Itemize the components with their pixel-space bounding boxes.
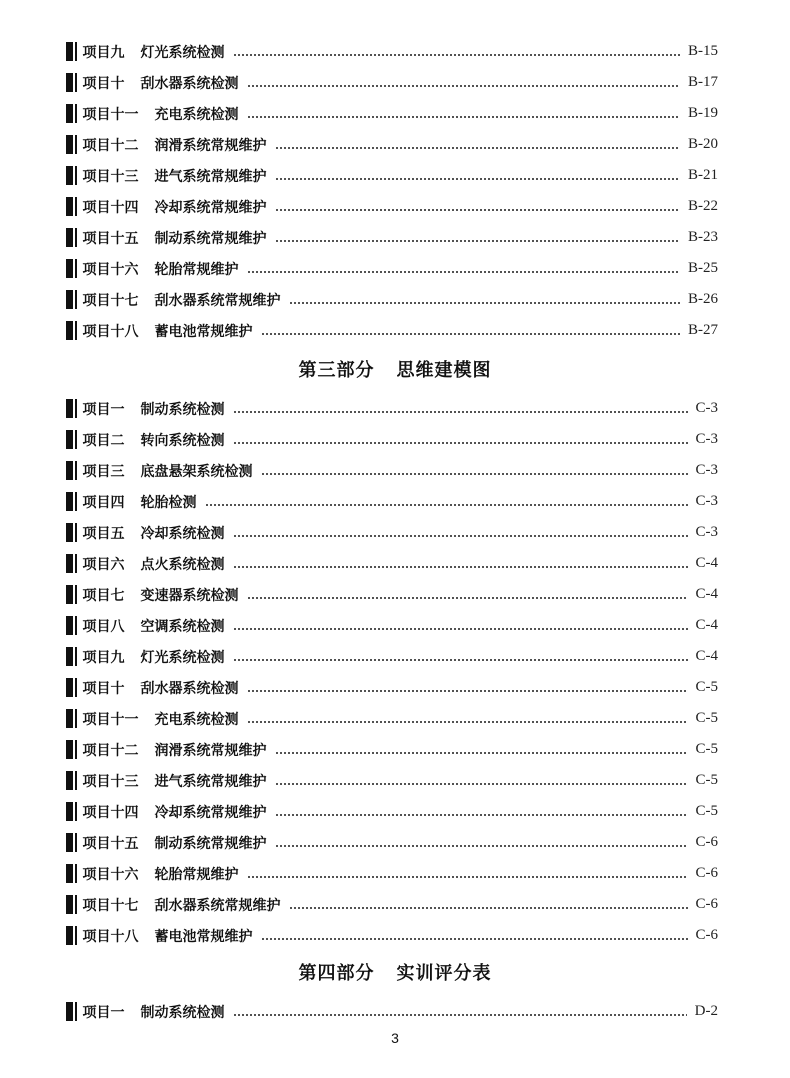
entry-title: 润滑系统常规维护 — [154, 137, 267, 154]
toc-entry[interactable] — [66, 920, 718, 951]
bullet-rule-icon — [75, 259, 77, 278]
toc-section-b-list — [66, 36, 718, 346]
bullet-rule-icon — [75, 228, 77, 247]
dot-leader — [275, 240, 681, 242]
bullet-rule-icon — [75, 864, 77, 883]
entry-title: 进气系统常规维护 — [154, 773, 267, 790]
toc-entry[interactable] — [66, 160, 718, 191]
entry-title: 变速器系统检测 — [140, 587, 239, 604]
entry-title: 充电系统检测 — [154, 106, 239, 123]
entry-page: C-6 — [695, 834, 718, 850]
entry-number: 项目十 — [82, 75, 125, 92]
entry-title: 刮水器系统常规维护 — [154, 897, 281, 914]
bullet-bar-icon — [66, 740, 73, 759]
entry-number: 项目十七 — [82, 292, 139, 309]
bullet-rule-icon — [75, 135, 77, 154]
dot-leader — [233, 659, 688, 661]
bullet-bar-icon — [66, 616, 73, 635]
entry-page: C-4 — [695, 586, 718, 602]
toc-entry[interactable] — [66, 455, 718, 486]
entry-title: 冷却系统常规维护 — [154, 804, 267, 821]
dot-leader — [275, 752, 688, 754]
entry-number: 项目十六 — [82, 866, 139, 883]
entry-page: C-3 — [695, 400, 718, 416]
toc-entry[interactable] — [66, 222, 718, 253]
entry-page: C-3 — [695, 493, 718, 509]
entry-number: 项目八 — [82, 618, 125, 635]
entry-number: 项目四 — [82, 494, 125, 511]
bullet-rule-icon — [75, 740, 77, 759]
bullet-bar-icon — [66, 864, 73, 883]
entry-number: 项目十五 — [82, 230, 139, 247]
entry-number: 项目五 — [82, 525, 125, 542]
entry-title: 制动系统常规维护 — [154, 835, 267, 852]
entry-title: 蓄电池常规维护 — [154, 928, 253, 945]
section-name: 实训评分表 — [396, 963, 492, 984]
section-part-label: 第三部分 — [298, 360, 375, 381]
entry-number: 项目十 — [82, 680, 125, 697]
toc-entry[interactable] — [66, 672, 718, 703]
bullet-rule-icon — [75, 492, 77, 511]
entry-number: 项目三 — [82, 463, 125, 480]
bullet-rule-icon — [75, 321, 77, 340]
bullet-rule-icon — [75, 895, 77, 914]
bullet-rule-icon — [75, 709, 77, 728]
entry-page: D-2 — [694, 1003, 718, 1019]
entry-number: 项目十六 — [82, 261, 139, 278]
entry-page: C-5 — [695, 741, 718, 757]
toc-entry[interactable] — [66, 129, 718, 160]
bullet-bar-icon — [66, 197, 73, 216]
entry-title: 进气系统常规维护 — [154, 168, 267, 185]
section-heading-part-three — [0, 356, 790, 382]
bullet-rule-icon — [75, 430, 77, 449]
bullet-rule-icon — [75, 166, 77, 185]
bullet-bar-icon — [66, 135, 73, 154]
bullet-bar-icon — [66, 709, 73, 728]
dot-leader — [233, 54, 681, 56]
toc-entry[interactable] — [66, 191, 718, 222]
section-part-label: 第四部分 — [298, 963, 375, 984]
bullet-bar-icon — [66, 42, 73, 61]
bullet-bar-icon — [66, 166, 73, 185]
toc-section-d-list — [66, 996, 718, 1027]
entry-number: 项目十三 — [82, 773, 139, 790]
entry-title: 润滑系统常规维护 — [154, 742, 267, 759]
bullet-bar-icon — [66, 585, 73, 604]
bullet-rule-icon — [75, 647, 77, 666]
page-number: 3 — [391, 1030, 399, 1046]
entry-page: C-5 — [695, 803, 718, 819]
entry-title: 转向系统检测 — [140, 432, 225, 449]
dot-leader — [247, 271, 681, 273]
toc-entry[interactable] — [66, 36, 718, 67]
toc-section-c-list — [66, 393, 718, 951]
entry-title: 制动系统检测 — [140, 1004, 225, 1021]
bullet-bar-icon — [66, 926, 73, 945]
entry-title: 充电系统检测 — [154, 711, 239, 728]
bullet-bar-icon — [66, 1002, 73, 1021]
dot-leader — [289, 907, 688, 909]
entry-page: C-4 — [695, 555, 718, 571]
entry-title: 点火系统检测 — [140, 556, 225, 573]
toc-entry[interactable] — [66, 858, 718, 889]
toc-entry[interactable] — [66, 393, 718, 424]
bullet-rule-icon — [75, 290, 77, 309]
entry-title: 灯光系统检测 — [140, 649, 225, 666]
dot-leader — [233, 535, 688, 537]
bullet-rule-icon — [75, 523, 77, 542]
toc-entry[interactable] — [66, 827, 718, 858]
bullet-bar-icon — [66, 461, 73, 480]
entry-number: 项目一 — [82, 401, 125, 418]
bullet-bar-icon — [66, 290, 73, 309]
toc-entry[interactable] — [66, 996, 718, 1027]
entry-number: 项目十八 — [82, 928, 139, 945]
dot-leader — [233, 411, 688, 413]
dot-leader — [233, 628, 688, 630]
entry-title: 制动系统常规维护 — [154, 230, 267, 247]
bullet-rule-icon — [75, 104, 77, 123]
entry-page: C-5 — [695, 710, 718, 726]
bullet-rule-icon — [75, 585, 77, 604]
section-heading-part-four — [0, 959, 790, 985]
entry-page: C-3 — [695, 524, 718, 540]
bullet-bar-icon — [66, 833, 73, 852]
bullet-rule-icon — [75, 926, 77, 945]
bullet-bar-icon — [66, 554, 73, 573]
bullet-bar-icon — [66, 771, 73, 790]
entry-title: 刮水器系统检测 — [140, 75, 239, 92]
dot-leader — [247, 721, 688, 723]
toc-entry[interactable] — [66, 765, 718, 796]
dot-leader — [205, 504, 688, 506]
toc-entry[interactable] — [66, 517, 718, 548]
toc-entry[interactable] — [66, 486, 718, 517]
bullet-rule-icon — [75, 197, 77, 216]
entry-title: 轮胎检测 — [140, 494, 197, 511]
toc-entry[interactable] — [66, 98, 718, 129]
entry-number: 项目十二 — [82, 742, 139, 759]
entry-page: C-4 — [695, 648, 718, 664]
entry-number: 项目一 — [82, 1004, 125, 1021]
toc-entry[interactable] — [66, 641, 718, 672]
bullet-bar-icon — [66, 492, 73, 511]
toc-entry[interactable] — [66, 284, 718, 315]
bullet-rule-icon — [75, 616, 77, 635]
entry-page: B-22 — [688, 198, 718, 214]
entry-title: 灯光系统检测 — [140, 44, 225, 61]
entry-number: 项目六 — [82, 556, 125, 573]
toc-entry[interactable] — [66, 424, 718, 455]
bullet-bar-icon — [66, 895, 73, 914]
toc-entry[interactable] — [66, 67, 718, 98]
entry-page: B-19 — [688, 105, 718, 121]
dot-leader — [247, 690, 688, 692]
entry-number: 项目十三 — [82, 168, 139, 185]
dot-leader — [261, 473, 688, 475]
entry-page: B-21 — [688, 167, 718, 183]
bullet-bar-icon — [66, 73, 73, 92]
dot-leader — [247, 876, 688, 878]
entry-number: 项目十五 — [82, 835, 139, 852]
toc-entry[interactable] — [66, 889, 718, 920]
bullet-rule-icon — [75, 554, 77, 573]
bullet-bar-icon — [66, 802, 73, 821]
bullet-bar-icon — [66, 259, 73, 278]
entry-page: B-17 — [688, 74, 718, 90]
entry-title: 制动系统检测 — [140, 401, 225, 418]
entry-number: 项目九 — [82, 649, 125, 666]
entry-number: 项目九 — [82, 44, 125, 61]
entry-number: 项目十四 — [82, 199, 139, 216]
entry-page: C-6 — [695, 927, 718, 943]
entry-number: 项目七 — [82, 587, 125, 604]
bullet-bar-icon — [66, 321, 73, 340]
dot-leader — [289, 302, 681, 304]
entry-title: 冷却系统常规维护 — [154, 199, 267, 216]
entry-title: 空调系统检测 — [140, 618, 225, 635]
toc-entry[interactable] — [66, 796, 718, 827]
dot-leader — [247, 116, 681, 118]
entry-number: 项目十七 — [82, 897, 139, 914]
dot-leader — [275, 845, 688, 847]
toc-entry[interactable] — [66, 734, 718, 765]
entry-title: 轮胎常规维护 — [154, 866, 239, 883]
entry-number: 项目二 — [82, 432, 125, 449]
entry-title: 轮胎常规维护 — [154, 261, 239, 278]
entry-title: 冷却系统检测 — [140, 525, 225, 542]
entry-page: B-15 — [688, 43, 718, 59]
bullet-rule-icon — [75, 42, 77, 61]
bullet-bar-icon — [66, 228, 73, 247]
dot-leader — [233, 566, 688, 568]
toc-entry[interactable] — [66, 315, 718, 346]
bullet-rule-icon — [75, 678, 77, 697]
toc-entry[interactable] — [66, 703, 718, 734]
bullet-rule-icon — [75, 461, 77, 480]
entry-title: 刮水器系统常规维护 — [154, 292, 281, 309]
bullet-rule-icon — [75, 802, 77, 821]
entry-page: B-26 — [688, 291, 718, 307]
dot-leader — [233, 442, 688, 444]
dot-leader — [275, 147, 681, 149]
entry-title: 底盘悬架系统检测 — [140, 463, 253, 480]
bullet-rule-icon — [75, 73, 77, 92]
bullet-bar-icon — [66, 523, 73, 542]
entry-page: C-3 — [695, 462, 718, 478]
dot-leader — [275, 783, 688, 785]
dot-leader — [275, 178, 681, 180]
bullet-rule-icon — [75, 771, 77, 790]
entry-number: 项目十一 — [82, 711, 139, 728]
entry-number: 项目十四 — [82, 804, 139, 821]
entry-page: B-23 — [688, 229, 718, 245]
dot-leader — [261, 938, 688, 940]
entry-number: 项目十二 — [82, 137, 139, 154]
entry-page: C-6 — [695, 865, 718, 881]
entry-page: C-6 — [695, 896, 718, 912]
bullet-bar-icon — [66, 399, 73, 418]
entry-title: 刮水器系统检测 — [140, 680, 239, 697]
bullet-rule-icon — [75, 399, 77, 418]
entry-page: C-3 — [695, 431, 718, 447]
entry-page: B-27 — [688, 322, 718, 338]
dot-leader — [247, 85, 681, 87]
entry-page: B-25 — [688, 260, 718, 276]
dot-leader — [233, 1014, 687, 1016]
entry-page: B-20 — [688, 136, 718, 152]
bullet-bar-icon — [66, 430, 73, 449]
entry-number: 项目十一 — [82, 106, 139, 123]
dot-leader — [275, 814, 688, 816]
bullet-bar-icon — [66, 647, 73, 666]
dot-leader — [275, 209, 681, 211]
toc-entry[interactable] — [66, 548, 718, 579]
entry-number: 项目十八 — [82, 323, 139, 340]
dot-leader — [247, 597, 688, 599]
bullet-rule-icon — [75, 1002, 77, 1021]
section-name: 思维建模图 — [396, 360, 492, 381]
toc-entry[interactable] — [66, 610, 718, 641]
bullet-bar-icon — [66, 678, 73, 697]
entry-title: 蓄电池常规维护 — [154, 323, 253, 340]
entry-page: C-5 — [695, 679, 718, 695]
entry-page: C-4 — [695, 617, 718, 633]
dot-leader — [261, 333, 681, 335]
toc-entry[interactable] — [66, 253, 718, 284]
bullet-rule-icon — [75, 833, 77, 852]
bullet-bar-icon — [66, 104, 73, 123]
toc-entry[interactable] — [66, 579, 718, 610]
entry-page: C-5 — [695, 772, 718, 788]
